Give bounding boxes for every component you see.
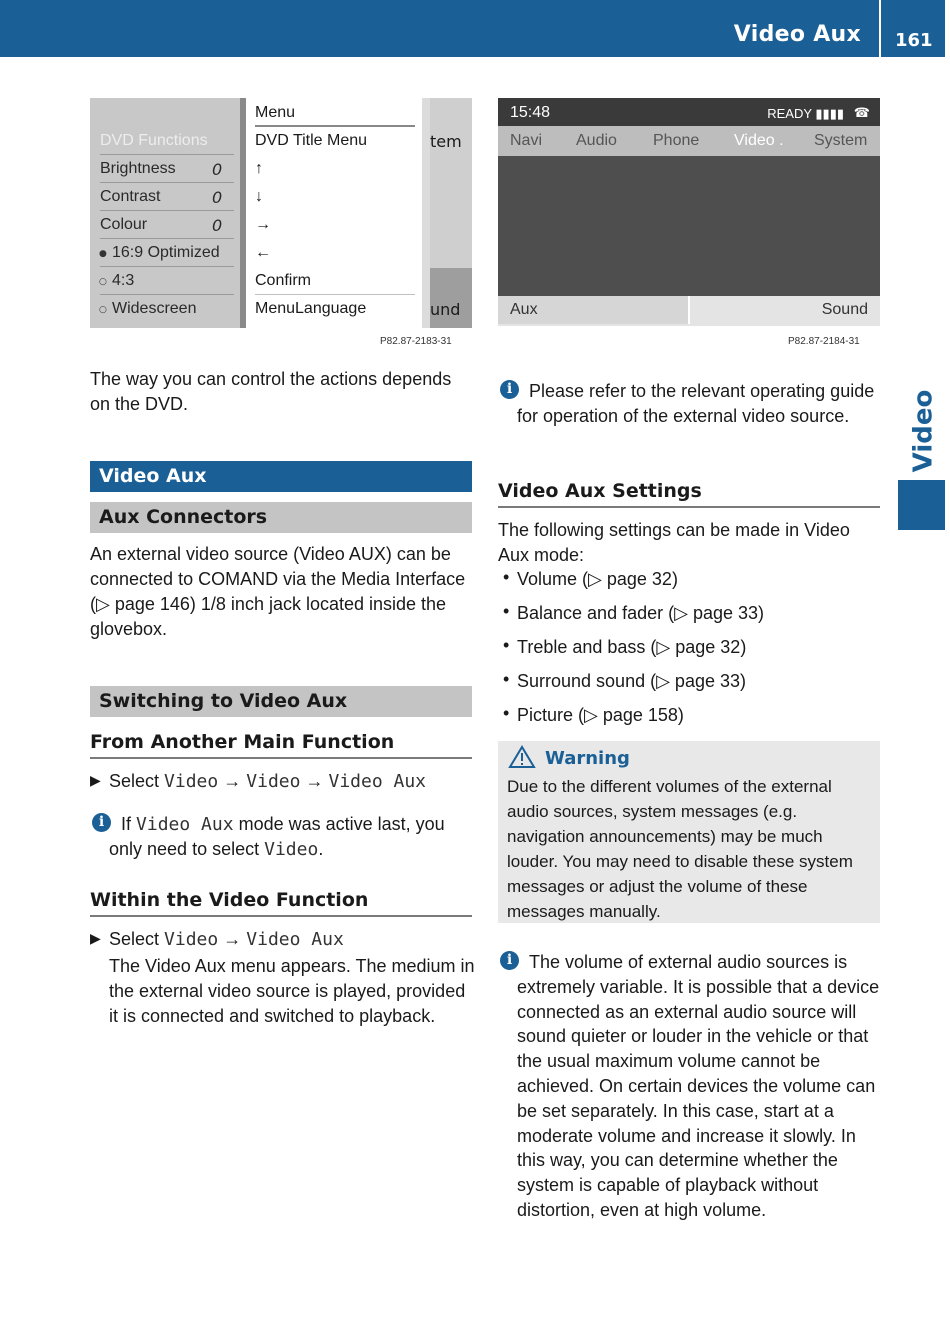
section-heading-aux-connectors [90,502,472,533]
menu-path: Video Aux [328,771,427,792]
subheading-within: Within the Video Function [90,889,369,911]
info-note-refer: Please refer to the relevant operating guide for operation of the external video source. [517,381,875,426]
section-heading-video-aux [90,461,472,492]
image-code: P82.87-2184-31 [788,336,860,347]
info-note-volume: The volume of external audio sources is extremely variable. It is possible that a device connected as an external audio source will sound quieter or louder in the vehicle or that the usual maximum volume cannot be achieved. On certain devices the volume can be set separately. In this case, start at a moderate volume and increase it slowly. In this way, you can determine whether the system is capable of playback without distortion, even at high volume. [517,952,880,1220]
divider [100,154,234,155]
dvd-functions-panel [90,98,240,328]
radio-selected-icon: ● [99,249,107,259]
menu-item-right: → [255,216,271,233]
popup-menu-title: Menu [255,104,296,121]
menu-item-left: ← [255,244,271,261]
tab-audio: Audio [576,132,617,149]
tab-video: Video . [734,132,784,149]
subheading-settings: Video Aux Settings [498,480,702,502]
info-text: mode was active last, you only need to select [109,814,445,859]
menu-item-up: ↑ [255,160,263,177]
info-icon: i [500,951,519,970]
bullet: • [503,703,510,723]
background-fragment [430,98,472,328]
section-heading-text: Aux Connectors [99,506,268,528]
status-bar [498,98,880,126]
info-icon: i [500,380,519,399]
colour-label: Colour [100,216,148,233]
background-fill [430,268,472,328]
warning-title: Warning [545,748,630,769]
tab-navi: Navi [510,132,543,149]
section-heading-text: Switching to Video Aux [99,690,348,712]
menu-path: Video [264,839,319,860]
sound-label: Sound [821,301,868,318]
path-arrow: → [223,929,242,949]
radio-empty-icon: ○ [99,277,107,287]
bullet: • [503,635,510,655]
aux-connectors-paragraph: An external video source (Video AUX) can be connected to COMAND via the Media Interface (▷ page 146) 1/8 inch jack located inside the glovebox. [90,544,466,639]
header-title: Video Aux [733,22,861,47]
menu-item-dvd-title: DVD Title Menu [255,132,368,149]
step-arrow-icon: ▶ [90,931,101,947]
step-arrow-icon: ▶ [90,773,101,789]
menu-item-confirm: Confirm [255,272,312,289]
side-section-tab [898,480,945,530]
info-text: . [318,839,324,859]
subheading-from-another: From Another Main Function [90,731,395,753]
tab-phone: Phone [653,132,700,149]
video-aux-screenshot [498,98,880,326]
settings-item: Treble and bass (▷ page 32) [517,637,747,657]
menu-item-down: ↓ [255,188,263,205]
path-arrow: → [305,771,324,791]
page-number: 161 [895,30,933,51]
section-heading-switching [90,686,472,717]
colour-value: 0 [212,216,223,235]
bottom-bar [498,296,880,326]
divider [100,238,234,239]
bullet: • [503,669,510,689]
step-prefix: Select [109,929,160,949]
bullet: • [503,601,510,621]
subheading-rule [498,506,880,508]
path-arrow: → [223,771,242,791]
contrast-label: Contrast [100,188,161,205]
settings-item: Picture (▷ page 158) [517,705,684,725]
menu-path: Video Aux [246,929,344,950]
divider [100,294,234,295]
option-16-9: 16:9 Optimized [112,244,220,261]
step-result: The Video Aux menu appears. The medium in the external video source is played, provided it is connected and switched to playback. [109,956,475,1026]
phone-icon: ☎ [853,106,870,121]
brightness-value: 0 [212,160,223,179]
background-text: tem [430,132,462,151]
section-heading-text: Video Aux [99,465,207,487]
step-prefix: Select [109,771,160,791]
divider [100,266,234,267]
side-section-label [888,378,938,478]
warning-text: Due to the different volumes of the external audio sources, system messages (e.g. navigation announcements) may be much louder. You may need to disable these system messages or adjust the volume of these messages manually. [507,777,853,921]
divider [100,210,234,211]
tab-system: System [814,132,868,149]
image-code: P82.87-2183-31 [380,336,452,347]
menu-path: Video Aux [136,814,234,835]
header-separator [879,0,881,57]
menu-path: Video [164,771,219,792]
aux-menu [498,296,690,324]
info-text: If [121,814,132,834]
warning-triangle-icon [508,745,536,769]
intro-paragraph: The way you can control the actions depends on the DVD. [90,369,452,414]
dvd-functions-screenshot [90,98,472,328]
popup-menu [246,98,422,328]
divider [255,125,415,127]
video-display-area [498,156,880,296]
aux-label: Aux [510,301,538,318]
menu-scrollbar [422,98,430,328]
step-select-video-aux-2 [109,927,474,952]
step-select-video-aux [109,769,474,794]
settings-intro: The following settings can be made in Video Aux mode: [498,520,850,565]
info-note-video-aux [109,812,474,862]
settings-item: Balance and fader (▷ page 33) [517,603,765,623]
clock: 15:48 [510,104,551,121]
divider [255,294,415,295]
menu-path: Video [246,771,301,792]
side-section-text: Video [908,389,939,473]
radio-empty-icon: ○ [99,305,107,315]
dvd-functions-heading: DVD Functions [100,132,208,149]
bullet: • [503,567,510,587]
subheading-rule [90,915,472,917]
settings-item: Volume (▷ page 32) [517,569,678,589]
menu-path: Video [164,929,219,950]
subheading-rule [90,757,472,759]
main-function-bar [498,126,880,156]
brightness-label: Brightness [100,160,176,177]
ready-status: READY ▮▮▮▮ [767,106,844,121]
page-header [0,0,945,57]
warning-box [498,741,880,923]
contrast-value: 0 [212,188,223,207]
option-widescreen: Widescreen [112,300,197,317]
menu-item-language: MenuLanguage [255,300,367,317]
option-4-3: 4:3 [112,272,135,289]
background-text: und [430,300,461,319]
divider [100,182,234,183]
info-icon: i [92,813,111,832]
settings-item: Surround sound (▷ page 33) [517,671,746,691]
